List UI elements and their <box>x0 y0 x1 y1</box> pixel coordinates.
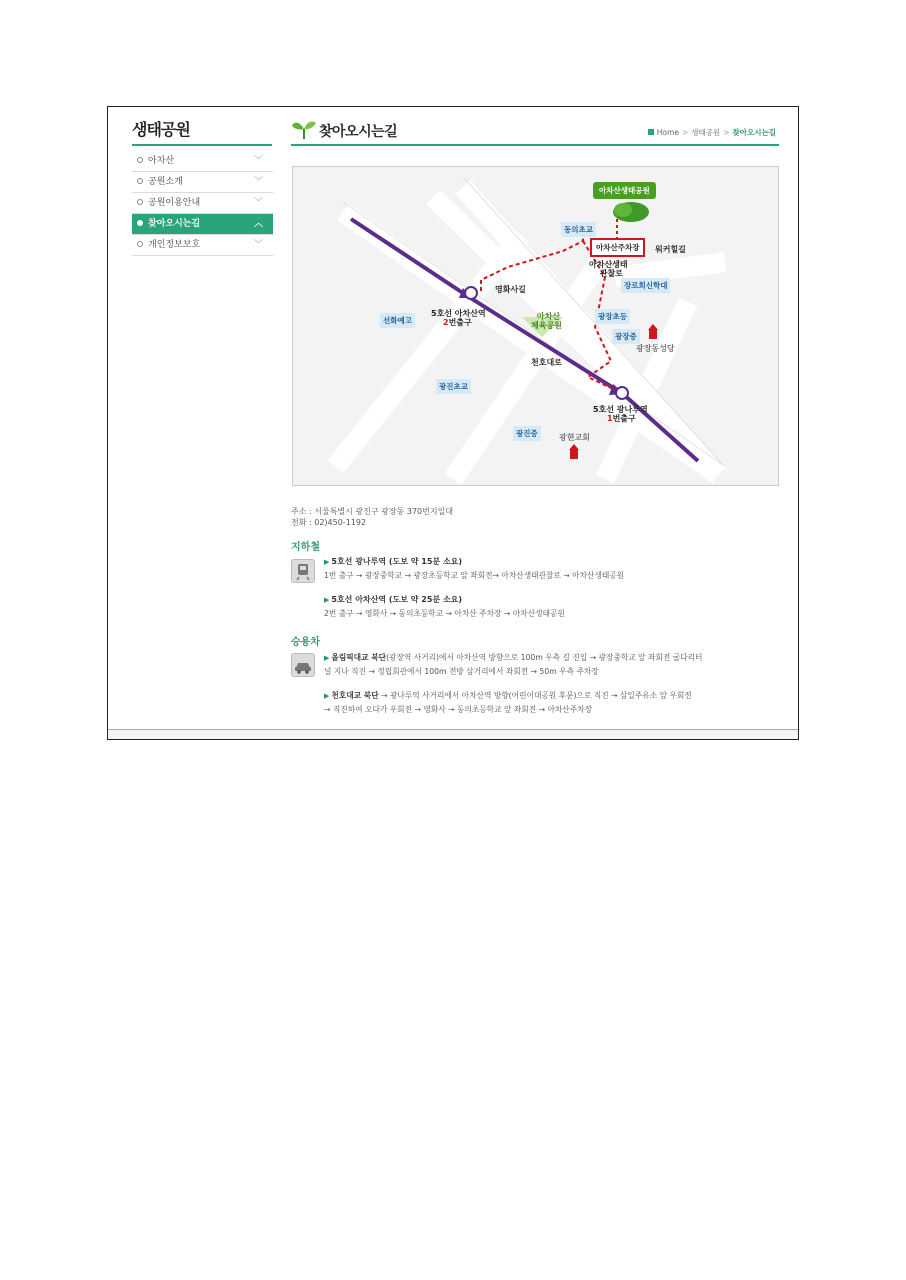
bullet-icon <box>137 178 143 184</box>
sidebar-item-label: 공원이용안내 <box>148 198 201 208</box>
sidebar-item-label: 공원소개 <box>148 177 183 187</box>
achasan-station-label: 5호선 아차산역 2번출구 <box>431 309 486 327</box>
car-icon <box>291 653 315 677</box>
car-heading: 승용차 <box>291 637 320 648</box>
triangle-bullet-icon: ▶ <box>324 558 330 566</box>
sidebar-title: 생태공원 <box>132 120 190 139</box>
gwangjin-elem-label: 광진초교 <box>436 379 471 394</box>
car-route: ▶ 천호대교 북단 → 광나루역 사거리에서 아차산역 방향(어린이대공원 후문)으로 직진 → 삼일주유소 앞 우회전 → 직진하여 오다가 우회전 → 영화사 → 동의초등학교 앞 좌회전 → 아차산주차장 <box>324 691 692 714</box>
gwangnaru-station-label: 5호선 광나루역 1번출구 <box>593 405 648 423</box>
church-icon <box>648 324 658 339</box>
gwangjin-middle-label: 광진중 <box>513 426 541 441</box>
sidebar-menu <box>132 151 273 256</box>
chevron-down-icon: ﹀ <box>253 198 263 208</box>
park-tree-icon <box>614 203 632 217</box>
bullet-icon <box>137 241 143 247</box>
cheonho-road-label: 천호대로 <box>531 358 562 367</box>
gwangjang-elem-label: 광장초등 <box>595 309 630 324</box>
sports-park-label: 아차산 체육공원 <box>531 312 562 330</box>
subway-heading: 지하철 <box>291 542 320 553</box>
subway-icon <box>291 559 315 583</box>
page-title: 찾아오시는길 <box>319 124 398 140</box>
address-block <box>291 506 453 528</box>
subway-station-icon <box>465 287 477 299</box>
park-label: 아차산생태공원 <box>593 182 656 199</box>
page-frame <box>107 106 799 740</box>
breadcrumb-separator: > <box>723 128 730 137</box>
sidebar-item-park-guide[interactable] <box>132 193 273 214</box>
bullet-icon <box>137 220 143 226</box>
phone-text: 전화 : 02)450-1192 <box>291 518 367 527</box>
jangro-college-label: 장로회신학대 <box>621 278 670 293</box>
gwangjang-middle-label: 광장중 <box>612 329 640 344</box>
dongui-school-label: 동의초교 <box>561 222 596 237</box>
home-icon <box>648 129 654 135</box>
seonhwa-high-label: 선화예고 <box>380 313 415 328</box>
header-divider <box>291 144 779 146</box>
subway-route-title: ▶ 5호선 광나루역 (도보 약 15분 소요) <box>324 557 463 566</box>
subway-route-title: ▶ 5호선 아차산역 (도보 약 25분 소요) <box>324 595 463 604</box>
chevron-down-icon: ﹀ <box>253 240 263 250</box>
car-route: ▶ 올림픽대교 북단(광장역 사거리)에서 아차산역 방향으로 100m 우측 길 진입 → 광장중학교 앞 좌회전 굴다리터 널 지나 직진 → 정립회관에서 100m 전방 삼거리에서 좌회전 → 50m 우측 주차장 <box>324 653 703 676</box>
youngwha-temple-label: 영화사길 <box>495 285 526 294</box>
breadcrumb-current: 찾아오시는길 <box>732 128 776 137</box>
chevron-up-icon: ︿ <box>253 219 263 229</box>
bullet-icon <box>137 157 143 163</box>
directions-map <box>292 166 779 486</box>
address-text: 주소 : 서울특별시 광진구 광장동 370번지일대 <box>291 507 454 516</box>
bullet-icon <box>137 199 143 205</box>
gwanghyun-church-label: 광현교회 <box>559 433 590 442</box>
horizontal-scrollbar[interactable] <box>108 729 798 739</box>
subway-route-desc: 2번 출구 → 영화사 → 동의초등학교 → 아차산 주차장 → 아차산생태공원 <box>324 609 565 618</box>
subway-station-icon <box>616 387 628 399</box>
sidebar-item-directions[interactable] <box>132 214 273 235</box>
sidebar-item-park-intro[interactable] <box>132 172 273 193</box>
triangle-bullet-icon: ▶ <box>324 596 330 604</box>
gwangjang-church-label: 광장동성당 <box>636 344 675 353</box>
walkerhill-road-label: 워커힐길 <box>655 245 686 254</box>
sidebar-item-privacy[interactable] <box>132 235 273 256</box>
subway-route-desc: 1번 출구 → 광장중학교 → 광장초등학교 앞 좌회전→ 아차산생태관찰로 → 아차산생태공원 <box>324 571 625 580</box>
church-icon <box>569 444 579 459</box>
chevron-down-icon: ﹀ <box>253 177 263 187</box>
triangle-bullet-icon: ▶ <box>324 654 330 662</box>
sidebar-item-label: 개인정보보호 <box>148 240 201 250</box>
breadcrumb-separator: > <box>681 128 689 137</box>
sidebar-item-label: 찾아오시는길 <box>148 219 201 229</box>
leaf-icon <box>291 118 317 140</box>
triangle-bullet-icon: ▶ <box>324 692 330 700</box>
sidebar-divider <box>132 144 272 146</box>
breadcrumb-middle[interactable]: 생태공원 <box>691 128 721 137</box>
breadcrumb <box>648 127 776 138</box>
chevron-down-icon: ﹀ <box>253 156 263 166</box>
ecology-trail-label: 아차산생태 관찰로 <box>589 260 628 278</box>
breadcrumb-home[interactable]: Home <box>656 128 679 137</box>
parking-label: 아차산주차장 <box>590 238 645 257</box>
sidebar-item-label: 아차산 <box>148 156 175 166</box>
sidebar-item-achasan[interactable] <box>132 151 273 172</box>
